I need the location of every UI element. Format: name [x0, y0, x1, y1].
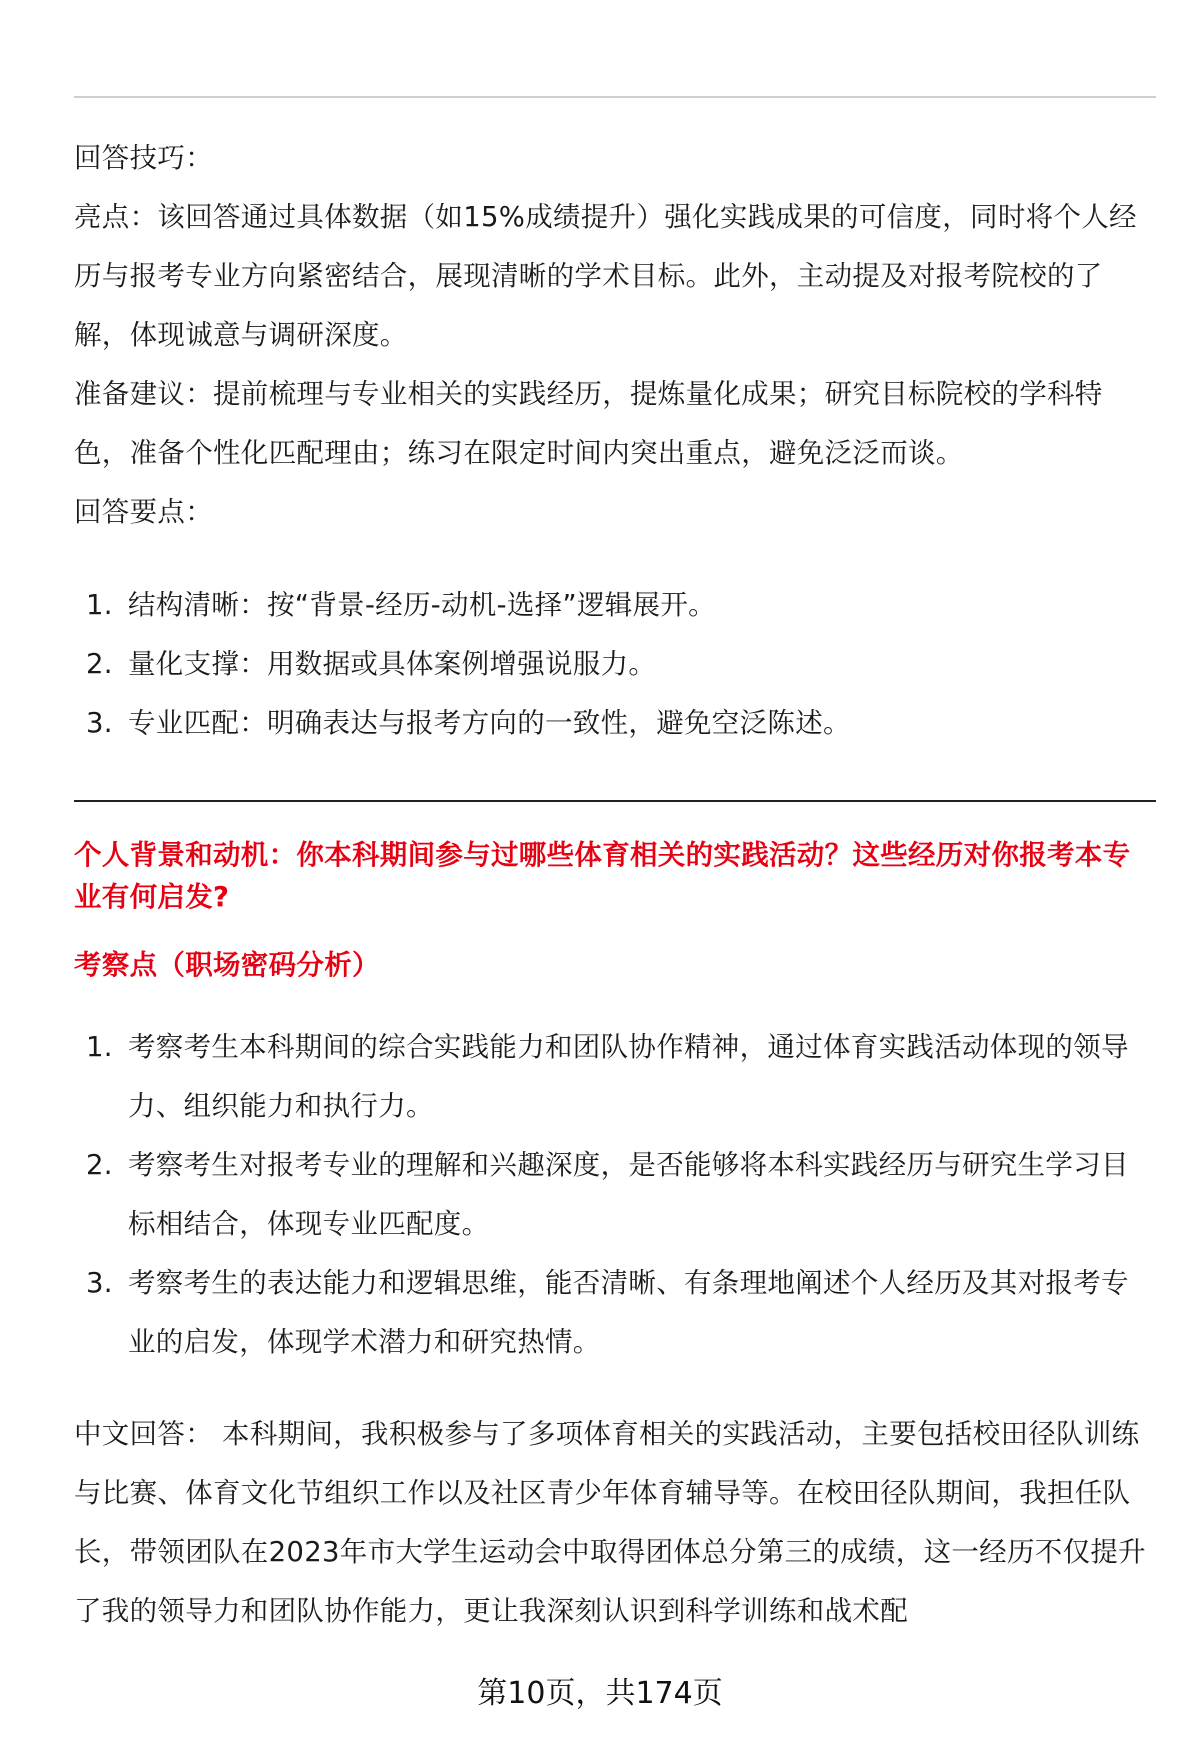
- exam-points-list: [74, 1018, 1156, 1372]
- points-list: [74, 576, 1156, 753]
- list-item: 1. 考察考生本科期间的综合实践能力和团队协作精神，通过体育实践活动体现的领导力、组织能力和执行力。: [86, 1031, 1129, 1122]
- question-subtitle: 考察点（职场密码分析）: [74, 949, 380, 981]
- points-heading: 回答要点：: [74, 496, 213, 528]
- answer-paragraph: 中文回答： 本科期间，我积极参与了多项体育相关的实践活动，主要包括校田径队训练与比赛、体育文化节组织工作以及社区青少年体育辅导等。在校田径队期间，我担任队长，带领团队在2023年市大学生运动会中取得团体总分第三的成绩，这一经历不仅提升了我的领导力和团队协作能力，更让我深刻认识到科学训练和战术配: [74, 1418, 1146, 1627]
- section-divider: [74, 800, 1156, 802]
- top-divider: [74, 96, 1156, 98]
- prev-section: [74, 129, 1156, 542]
- page-number: 第10页，共174页: [477, 1676, 723, 1711]
- tips-heading: 回答技巧：: [74, 142, 213, 174]
- list-item: 3. 考察考生的表达能力和逻辑思维，能否清晰、有条理地阐述个人经历及其对报考专业的启发，体现学术潜力和研究热情。: [86, 1267, 1129, 1358]
- list-item: 2. 量化支撑：用数据或具体案例增强说服力。: [86, 648, 657, 680]
- list-item: 2. 考察考生对报考专业的理解和兴趣深度，是否能够将本科实践经历与研究生学习目标相结合，体现专业匹配度。: [86, 1149, 1129, 1240]
- advice-paragraph: 准备建议：提前梳理与专业相关的实践经历，提炼量化成果；研究目标院校的学科特色，准备个性化匹配理由；练习在限定时间内突出重点，避免泛泛而谈。: [74, 378, 1103, 469]
- list-item: 3. 专业匹配：明确表达与报考方向的一致性，避免空泛陈述。: [86, 707, 851, 739]
- answer-block: [74, 1405, 1156, 1641]
- highlight-paragraph: 亮点：该回答通过具体数据（如15%成绩提升）强化实践成果的可信度，同时将个人经历与报考专业方向紧密结合，展现清晰的学术目标。此外，主动提及对报考院校的了解，体现诚意与调研深度。: [74, 201, 1137, 351]
- list-item: 1. 结构清晰：按“背景-经历-动机-选择”逻辑展开。: [86, 589, 716, 621]
- question-title: 个人背景和动机：你本科期间参与过哪些体育相关的实践活动？这些经历对你报考本专业有何启发?: [74, 839, 1131, 913]
